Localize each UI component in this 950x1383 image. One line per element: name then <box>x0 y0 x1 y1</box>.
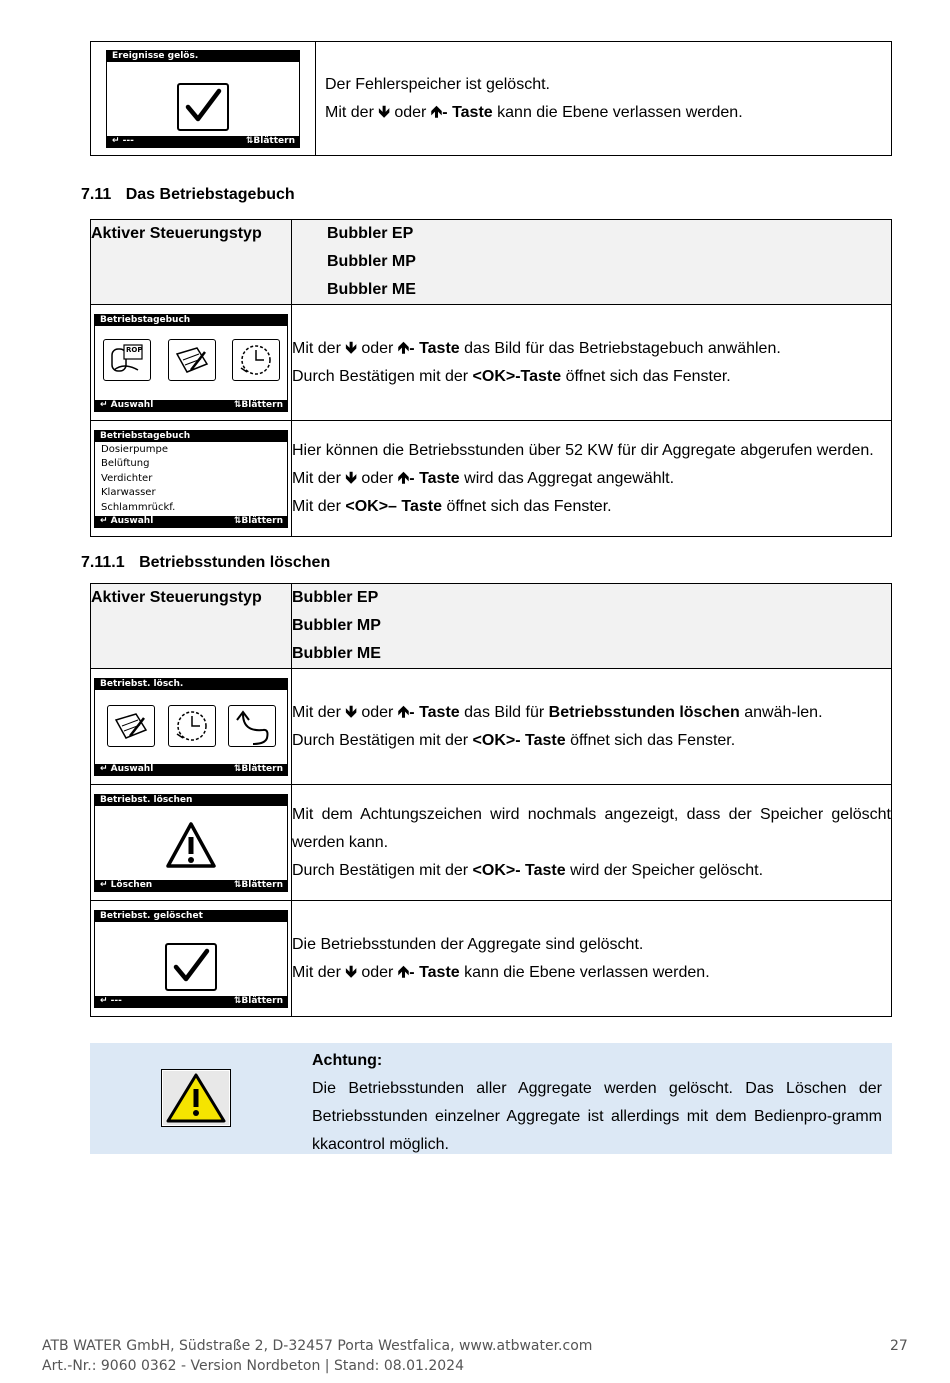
text-fragment: kann die Ebene verlassen werden. <box>497 103 743 121</box>
text-fragment-bold: - Taste <box>409 339 460 357</box>
text-line <box>292 493 891 521</box>
text-fragment-bold: <OK>– Taste <box>345 497 442 515</box>
header-types-cell <box>292 584 892 669</box>
description-cell <box>292 785 892 901</box>
screen-cell <box>91 669 292 785</box>
text-fragment: wird das Aggregat angewählt. <box>464 469 675 487</box>
text-fragment-bold: - Taste <box>442 103 493 121</box>
screen-right-label: ⇅Blättern <box>233 879 283 890</box>
return-icon <box>228 705 276 747</box>
controller-type: Bubbler ME <box>327 281 416 298</box>
notebook-pen-icon <box>168 339 216 381</box>
text-line <box>292 465 891 493</box>
arrow-up-icon: 🡹 <box>397 339 410 357</box>
text-fragment-bold: Betriebsstunden löschen <box>548 703 740 721</box>
text-line <box>292 363 891 391</box>
text-fragment: Durch Bestätigen mit der <box>292 861 469 879</box>
text-fragment: das Bild für <box>464 703 545 721</box>
text-fragment: oder <box>394 103 427 121</box>
warning-note <box>90 1043 892 1154</box>
text-line <box>292 335 891 363</box>
clock-icon <box>232 339 280 381</box>
text-fragment-bold: <OK>-Taste <box>472 367 562 385</box>
betriebstagebuch-table <box>90 219 892 537</box>
header-label-cell <box>91 584 292 669</box>
text-fragment-bold: <OK>- Taste <box>472 731 566 749</box>
text-fragment: kann die Ebene verlassen werden. <box>464 963 710 981</box>
screen-footer <box>95 996 287 1007</box>
section-title: Betriebsstunden löschen <box>139 554 331 571</box>
arrow-down-icon: 🡻 <box>345 469 357 487</box>
text-line <box>292 727 891 755</box>
arrow-up-icon: 🡹 <box>430 103 443 121</box>
header-label: Aktiver Steuerungstyp <box>91 225 262 242</box>
lcd-screen <box>94 314 288 412</box>
clock-icon <box>168 705 216 747</box>
description-cell <box>292 421 892 537</box>
notebook-icon <box>103 339 151 381</box>
text-line <box>292 699 891 727</box>
controller-type: Bubbler ME <box>292 645 381 662</box>
text-fragment: Mit der <box>325 103 374 121</box>
description-cell <box>316 42 892 156</box>
arrow-down-icon: 🡻 <box>345 963 357 981</box>
controller-type: Bubbler EP <box>327 225 414 242</box>
text-fragment-bold: - Taste <box>409 703 460 721</box>
section-number: 7.11.1 <box>81 554 125 571</box>
list-item: Dosierpumpe <box>101 443 168 455</box>
text-fragment: Durch Bestätigen mit der <box>292 731 469 749</box>
text-fragment: Mit der <box>292 703 341 721</box>
text-fragment: oder <box>361 703 394 721</box>
header-label: Aktiver Steuerungstyp <box>91 589 262 606</box>
text-line <box>325 99 891 127</box>
description-cell <box>292 669 892 785</box>
note-title: Achtung: <box>312 1052 383 1069</box>
text-fragment: wird der Speicher gelöscht. <box>570 861 764 879</box>
text-line: Der Fehlerspeicher ist gelöscht. <box>325 75 550 93</box>
screen-cell <box>91 785 292 901</box>
description-cell <box>292 901 892 1017</box>
text-line: Mit dem Achtungszeichen wird nochmals angezeigt, dass der Speicher gelöscht werden kann. <box>292 805 891 851</box>
rop-label: ROP <box>126 345 143 354</box>
screen-cell <box>91 421 292 537</box>
check-icon <box>177 83 229 131</box>
screen-footer <box>95 400 287 411</box>
warning-icon <box>165 821 217 873</box>
screen-left-label: ↵ --- <box>112 135 134 146</box>
text-line: Hier können die Betriebsstunden über 52 KW für dir Aggregate abgerufen werden. <box>292 441 874 459</box>
header-types-cell <box>292 220 892 305</box>
description-cell <box>292 305 892 421</box>
list-item: Verdichter <box>101 472 153 484</box>
screen-left-label: ↵ Löschen <box>100 879 153 890</box>
section-title: Das Betriebstagebuch <box>125 186 295 203</box>
text-fragment: Durch Bestätigen mit der <box>292 367 469 385</box>
text-fragment-bold: <OK>- Taste <box>472 861 566 879</box>
text-fragment: das Bild für das Betriebstagebuch anwählen. <box>464 339 781 357</box>
list-item: Schlammrückf. <box>101 501 176 513</box>
arrow-up-icon: 🡹 <box>397 963 410 981</box>
text-fragment: Mit der <box>292 469 341 487</box>
screen-title: Betriebst. gelöschet <box>95 911 287 922</box>
lcd-screen <box>106 50 300 148</box>
screen-right-label: ⇅Blättern <box>233 995 283 1006</box>
event-deleted-table <box>90 41 892 156</box>
screen-cell <box>91 42 316 156</box>
text-fragment: Mit der <box>292 497 341 515</box>
footer-address: ATB WATER GmbH, Südstraße 2, D-32457 Porta Westfalica, www.atbwater.com <box>42 1338 593 1354</box>
text-fragment: oder <box>361 339 394 357</box>
page-number: 27 <box>890 1338 908 1354</box>
text-fragment: anwäh-len. <box>744 703 823 721</box>
notebook-pen-icon <box>107 705 155 747</box>
lcd-screen <box>94 678 288 776</box>
note-text <box>312 1047 882 1159</box>
screen-left-label: ↵ Auswahl <box>100 763 154 774</box>
warning-icon <box>161 1069 231 1127</box>
screen-title: Betriebstagebuch <box>95 315 287 326</box>
arrow-up-icon: 🡹 <box>397 703 410 721</box>
arrow-down-icon: 🡻 <box>345 339 357 357</box>
screen-title: Ereignisse gelös. <box>107 51 299 62</box>
screen-title: Betriebstagebuch <box>95 431 287 442</box>
screen-left-label: ↵ --- <box>100 995 122 1006</box>
lcd-screen <box>94 430 288 528</box>
text-fragment: oder <box>361 469 394 487</box>
controller-type: Bubbler MP <box>327 253 416 270</box>
screen-footer <box>95 764 287 775</box>
text-fragment: öffnet sich das Fenster. <box>570 731 736 749</box>
list-item: Klarwasser <box>101 487 156 498</box>
footer-article: Art.-Nr.: 9060 0362 - Version Nordbeton | Stand: 08.01.2024 <box>42 1358 464 1374</box>
text-fragment: Mit der <box>292 963 341 981</box>
text-line: Die Betriebsstunden der Aggregate sind gelöscht. <box>292 935 644 953</box>
text-fragment: oder <box>361 963 394 981</box>
screen-footer <box>95 516 287 527</box>
controller-type: Bubbler MP <box>292 617 381 634</box>
arrow-down-icon: 🡻 <box>378 103 390 121</box>
screen-cell <box>91 305 292 421</box>
screen-right-label: ⇅Blättern <box>233 763 283 774</box>
text-line <box>292 959 891 987</box>
screen-footer <box>95 880 287 891</box>
list-item: Belüftung <box>101 458 150 469</box>
screen-right-label: ⇅Blättern <box>233 515 283 526</box>
aggregate-list <box>101 443 175 516</box>
section-heading <box>81 554 330 572</box>
note-body: Die Betriebsstunden aller Aggregate werden gelöscht. Das Löschen der Betriebsstunden einzelner Aggregate ist allerdings mit dem Bedienpro-gramm kkacontrol möglich. <box>312 1080 882 1153</box>
controller-type: Bubbler EP <box>292 589 379 606</box>
screen-left-label: ↵ Auswahl <box>100 515 154 526</box>
text-fragment: Mit der <box>292 339 341 357</box>
check-icon <box>165 943 217 991</box>
text-fragment: öffnet sich das Fenster. <box>565 367 731 385</box>
section-number: 7.11 <box>81 186 112 203</box>
screen-title: Betriebst. lösch. <box>95 679 287 690</box>
betriebsstunden-loeschen-table <box>90 583 892 1017</box>
screen-cell <box>91 901 292 1017</box>
screen-right-label: ⇅Blättern <box>233 399 283 410</box>
text-fragment-bold: - Taste <box>409 963 460 981</box>
header-label-cell <box>91 220 292 305</box>
text-fragment: öffnet sich das Fenster. <box>446 497 612 515</box>
screen-left-label: ↵ Auswahl <box>100 399 154 410</box>
text-line <box>292 857 891 885</box>
screen-footer <box>107 136 299 147</box>
screen-right-label: ⇅Blättern <box>245 135 295 146</box>
screen-title: Betriebst. löschen <box>95 795 287 806</box>
text-fragment-bold: - Taste <box>409 469 460 487</box>
section-heading <box>81 186 295 204</box>
lcd-screen <box>94 794 288 892</box>
lcd-screen <box>94 910 288 1008</box>
arrow-up-icon: 🡹 <box>397 469 410 487</box>
arrow-down-icon: 🡻 <box>345 703 357 721</box>
